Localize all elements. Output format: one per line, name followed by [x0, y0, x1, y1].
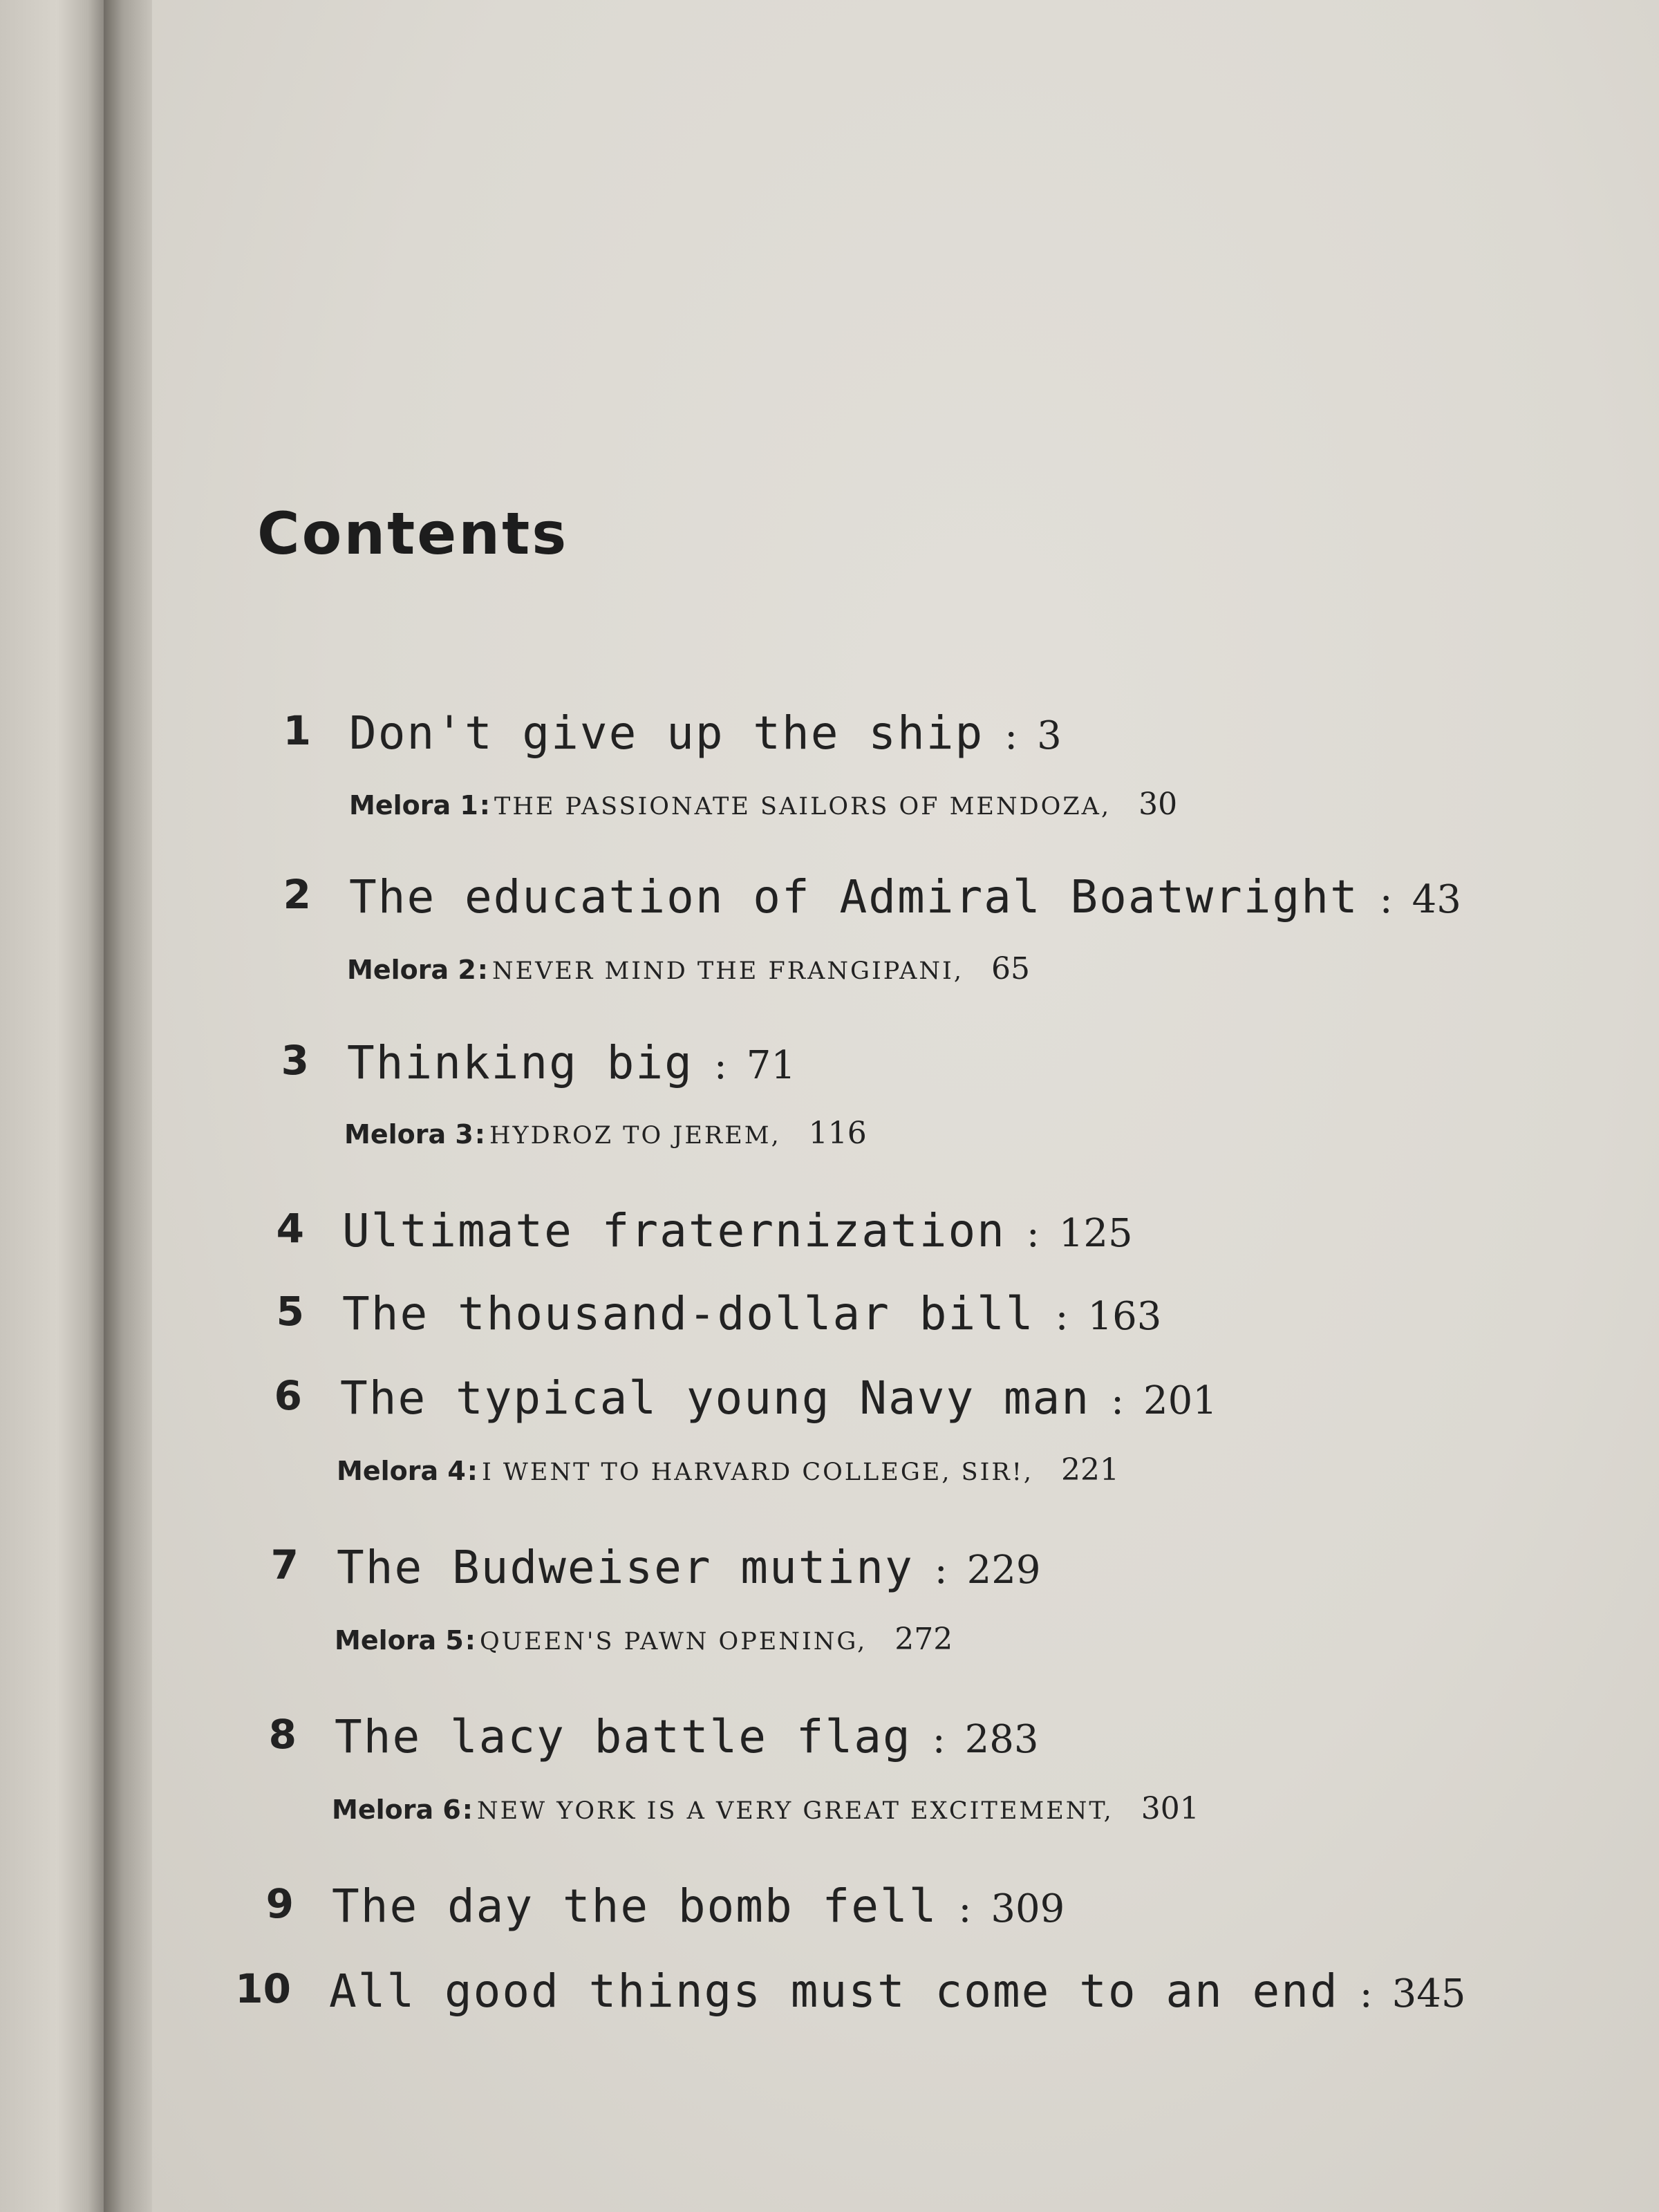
- chapter-separator: :: [1111, 1378, 1124, 1423]
- chapter-title: Thinking big: [347, 1036, 693, 1089]
- interlude-title: QUEEN'S PAWN OPENING,: [479, 1628, 868, 1656]
- toc-chapter-row: [276, 1204, 1133, 1257]
- chapter-page-number: 283: [964, 1717, 1039, 1762]
- interlude-title: I WENT TO HARVARD COLLEGE, SIR!,: [481, 1459, 1033, 1486]
- chapter-number: 3: [281, 1037, 309, 1084]
- toc-chapter-row: [265, 1880, 1065, 1933]
- chapter-separator: :: [1055, 1294, 1069, 1339]
- chapter-number: 10: [235, 1965, 291, 2012]
- toc-interlude-row: [347, 951, 1030, 986]
- chapter-page-number: 71: [746, 1043, 796, 1088]
- interlude-page-number: 272: [894, 1622, 953, 1657]
- toc-interlude-row: [337, 1452, 1119, 1488]
- interlude-separator: :: [479, 790, 490, 821]
- chapter-separator: :: [1379, 877, 1393, 922]
- toc-chapter-row: [283, 706, 1062, 760]
- interlude-label: Melora 2: [347, 955, 476, 985]
- toc-interlude-row: [335, 1624, 953, 1655]
- interlude-page-number: 301: [1141, 1791, 1199, 1826]
- chapter-title: The thousand-dollar bill: [342, 1287, 1035, 1340]
- toc-chapter-row: [235, 1965, 1466, 2018]
- toc-chapter-row: [274, 1371, 1217, 1425]
- chapter-page-number: 309: [991, 1886, 1065, 1931]
- chapter-title: The Budweiser mutiny: [337, 1541, 914, 1594]
- chapter-title: The education of Admiral Boatwright: [349, 870, 1359, 924]
- interlude-separator: :: [462, 1794, 473, 1825]
- toc-chapter-row: [270, 1541, 1041, 1594]
- interlude-title: NEW YORK IS A VERY GREAT EXCITEMENT,: [476, 1797, 1114, 1825]
- interlude-page-number: 221: [1060, 1452, 1119, 1488]
- toc-interlude-row: [344, 1118, 867, 1149]
- chapter-number: 9: [265, 1880, 294, 1927]
- chapter-separator: :: [934, 1548, 948, 1593]
- interlude-label: Melora 1: [349, 790, 478, 821]
- interlude-label: Melora 3: [344, 1119, 474, 1150]
- chapter-number: 6: [274, 1372, 302, 1419]
- chapter-page-number: 163: [1087, 1294, 1162, 1339]
- interlude-title: HYDROZ TO JEREM,: [489, 1122, 781, 1150]
- interlude-separator: :: [477, 955, 488, 985]
- chapter-number: 8: [268, 1711, 297, 1758]
- chapter-number: 5: [276, 1288, 304, 1335]
- interlude-label: Melora 5: [335, 1625, 464, 1656]
- chapter-page-number: 201: [1143, 1378, 1217, 1423]
- chapter-page-number: 229: [966, 1548, 1041, 1593]
- chapter-page-number: 125: [1058, 1211, 1133, 1256]
- chapter-title: The typical young Navy man: [340, 1371, 1091, 1425]
- interlude-title: NEVER MIND THE FRANGIPANI,: [491, 957, 964, 985]
- chapter-number: 7: [270, 1541, 299, 1588]
- interlude-page-number: 116: [808, 1116, 867, 1151]
- interlude-label: Melora 6: [332, 1794, 461, 1825]
- chapter-title: The lacy battle flag: [335, 1710, 912, 1763]
- toc-chapter-row: [283, 870, 1461, 924]
- toc-interlude-row: [349, 789, 1177, 820]
- chapter-page-number: 345: [1391, 1971, 1466, 2016]
- interlude-page-number: 65: [991, 951, 1030, 986]
- interlude-separator: :: [467, 1456, 478, 1486]
- chapter-title: The day the bomb fell: [332, 1880, 938, 1933]
- interlude-label: Melora 4: [337, 1456, 466, 1486]
- chapter-separator: :: [1004, 713, 1018, 758]
- interlude-separator: :: [465, 1625, 476, 1656]
- chapter-number: 4: [276, 1205, 304, 1252]
- chapter-separator: :: [713, 1043, 727, 1088]
- chapter-title: Ultimate fraternization: [342, 1204, 1006, 1257]
- chapter-page-number: 43: [1412, 877, 1461, 922]
- chapter-number: 1: [283, 707, 311, 754]
- interlude-page-number: 30: [1138, 787, 1178, 822]
- toc-chapter-row: [276, 1287, 1162, 1340]
- chapter-title: All good things must come to an end: [329, 1965, 1339, 2018]
- chapter-separator: :: [1026, 1211, 1040, 1256]
- toc-interlude-row: [332, 1791, 1199, 1826]
- page-title: Contents: [257, 500, 569, 568]
- chapter-page-number: 3: [1037, 713, 1062, 758]
- facing-page-edge: [0, 0, 104, 2212]
- toc-chapter-row: [281, 1036, 796, 1089]
- interlude-separator: :: [474, 1119, 485, 1150]
- toc-chapter-row: [268, 1710, 1039, 1763]
- chapter-number: 2: [283, 871, 311, 918]
- chapter-separator: :: [958, 1886, 972, 1931]
- chapter-title: Don't give up the ship: [349, 706, 984, 760]
- chapter-separator: :: [1359, 1971, 1373, 2016]
- interlude-title: THE PASSIONATE SAILORS OF MENDOZA,: [494, 793, 1112, 821]
- chapter-separator: :: [932, 1717, 946, 1762]
- book-gutter: [104, 0, 152, 2212]
